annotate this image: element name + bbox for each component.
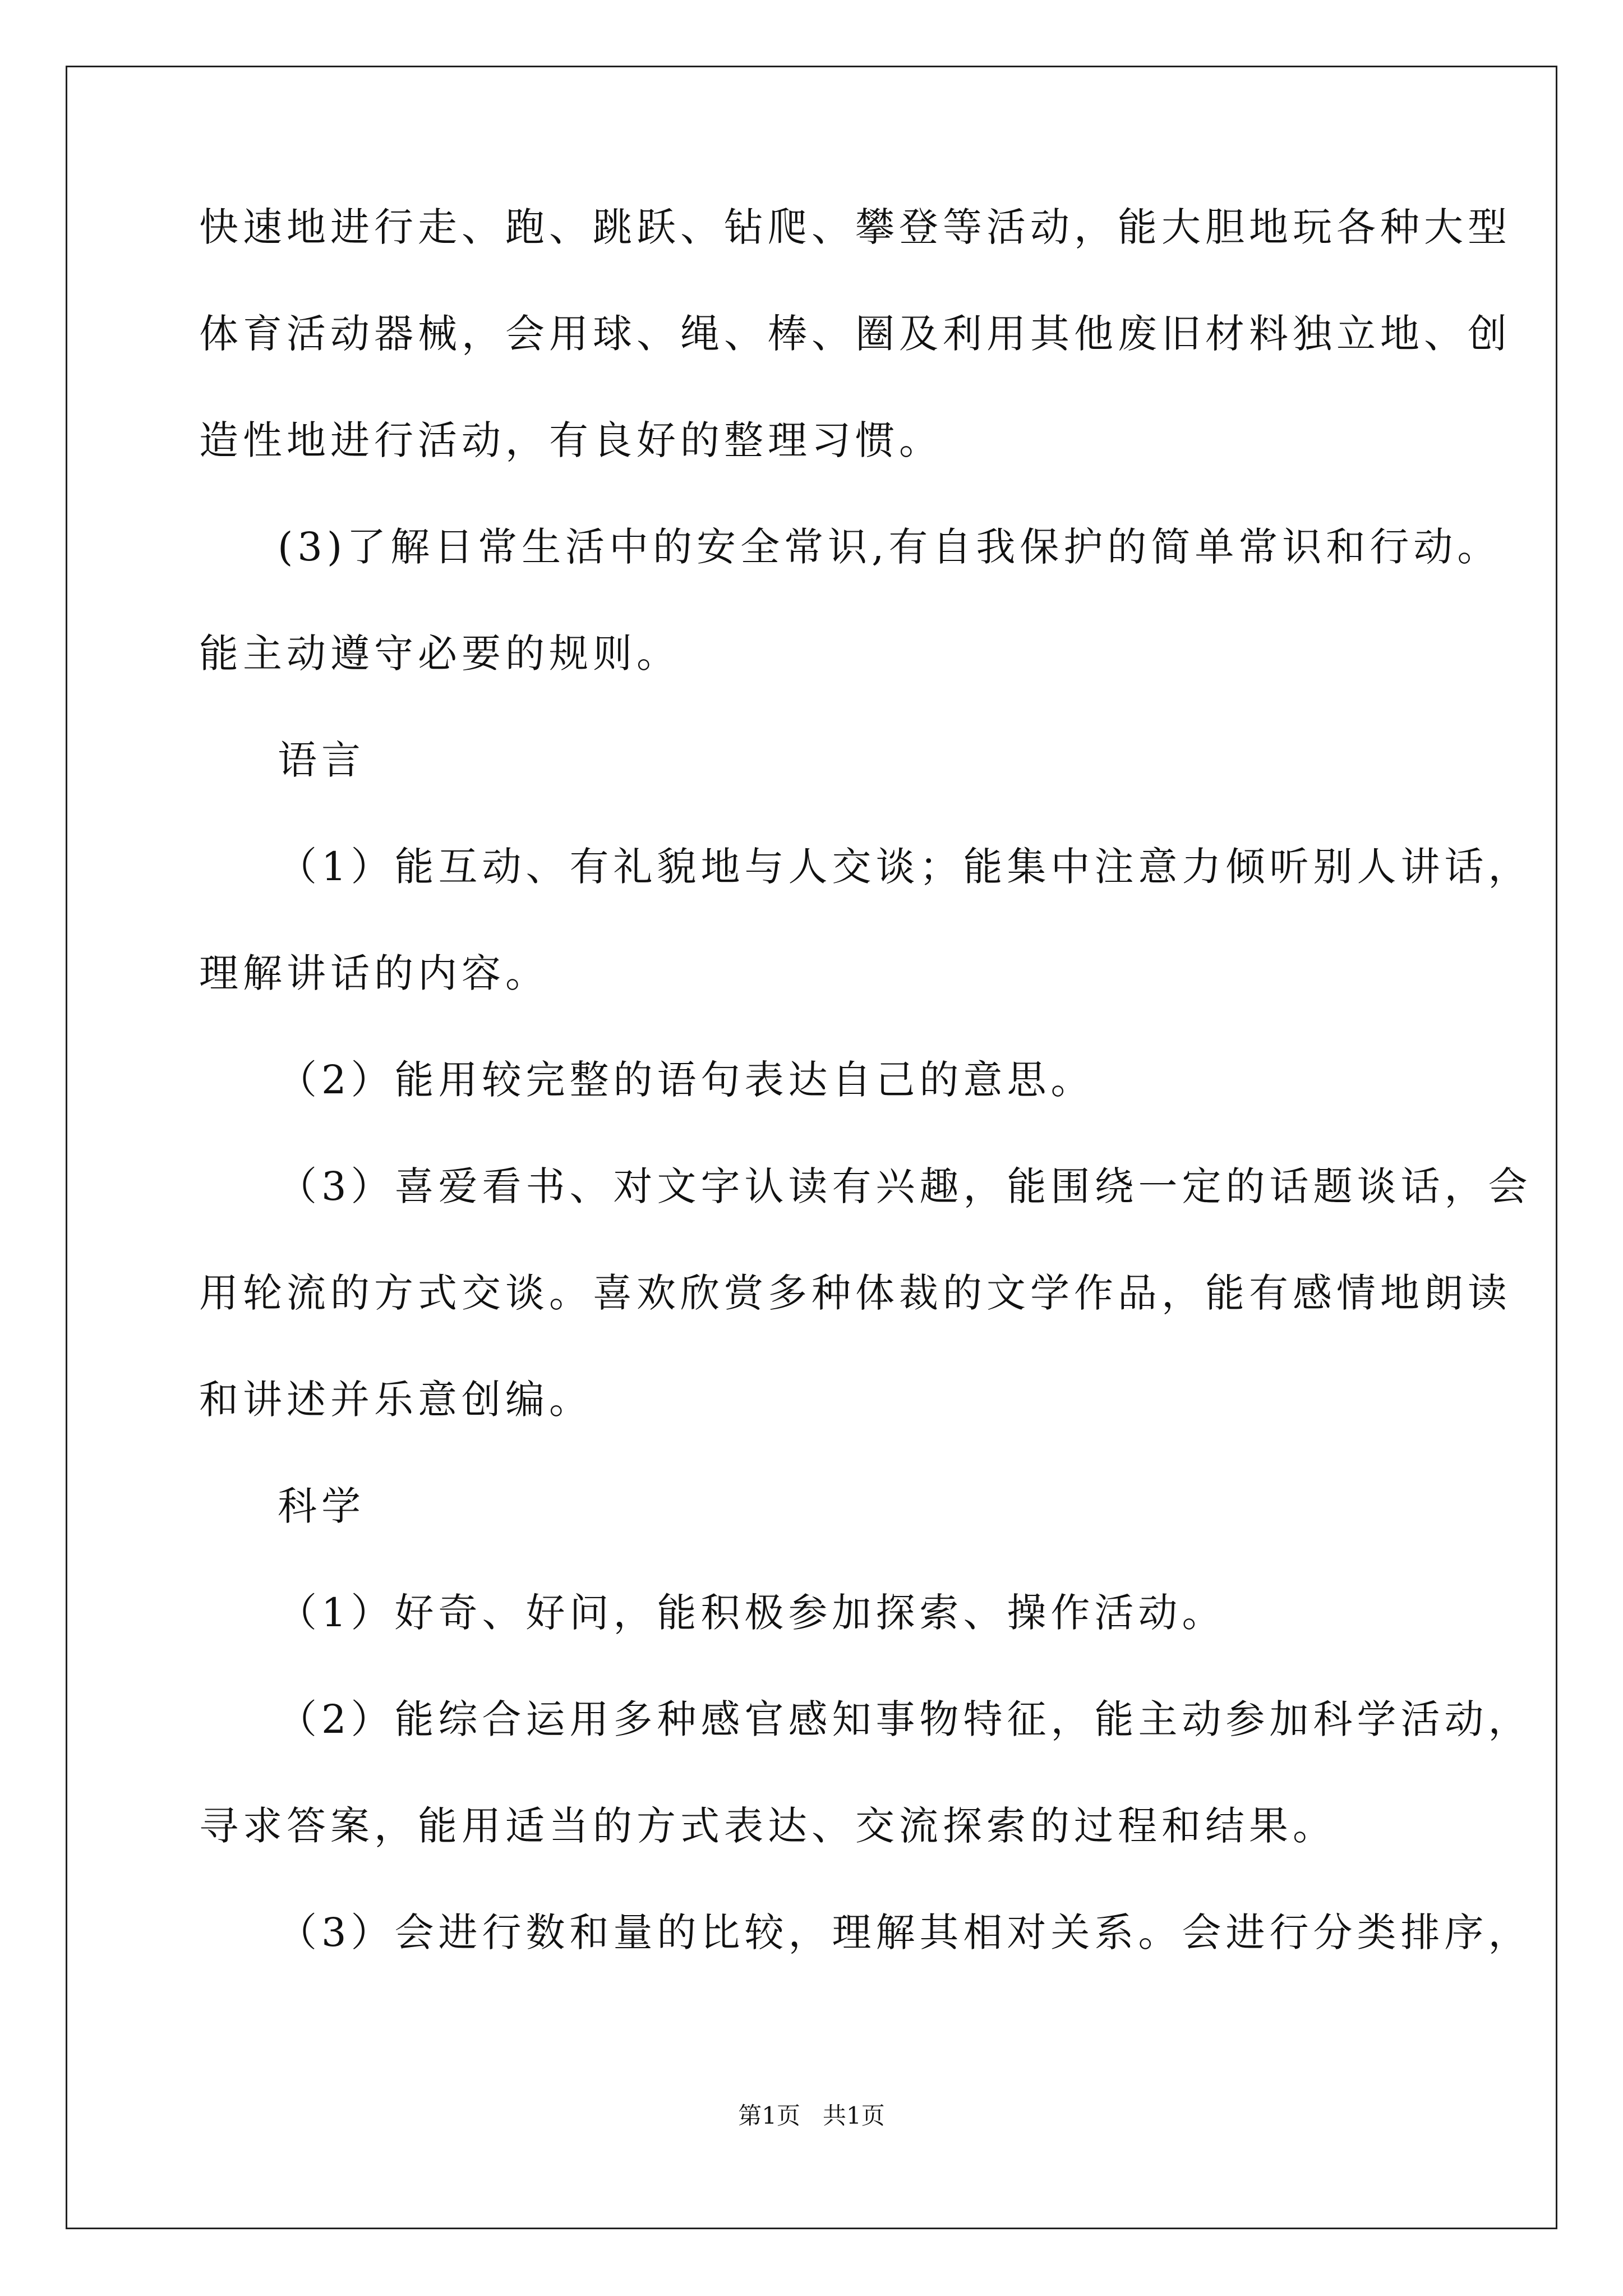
text-line: （1）好奇、好问，能积极参加探索、操作活动。: [278, 1590, 1226, 1636]
text-line: (3)了解日常生活中的安全常识,有自我保护的简单常识和行动。: [278, 524, 1501, 570]
text-line: （3）会进行数和量的比较，理解其相对关系。会进行分类排序，: [278, 1910, 1532, 1955]
text-line: 造性地进行活动，有良好的整理习惯。: [199, 417, 943, 463]
text-line: 用轮流的方式交谈。喜欢欣赏多种体裁的文学作品，能有感情地朗读: [199, 1270, 1511, 1316]
text-line: 理解讲话的内容。: [199, 950, 549, 996]
page-number-footer: 第1页 共1页: [738, 2102, 885, 2129]
text-line: （2）能综合运用多种感官感知事物特征，能主动参加科学活动，: [278, 1696, 1532, 1742]
text-line: （2）能用较完整的语句表达自己的意思。: [278, 1057, 1095, 1103]
section-heading-science: 科学: [278, 1483, 365, 1529]
text-line: 能主动遵守必要的规则。: [199, 631, 680, 677]
text-line: （3）喜爱看书、对文字认读有兴趣，能围绕一定的话题谈话，会: [278, 1163, 1532, 1209]
text-line: 快速地进行走、跑、跳跃、钻爬、攀登等活动，能大胆地玩各种大型: [199, 204, 1511, 250]
page-border: [66, 66, 1557, 2229]
text-line: 和讲述并乐意创编。: [199, 1377, 593, 1423]
section-heading-language: 语言: [278, 737, 365, 783]
text-line: （1）能互动、有礼貌地与人交谈；能集中注意力倾听别人讲话，: [278, 844, 1532, 890]
text-line: 体育活动器械，会用球、绳、棒、圈及利用其他废旧材料独立地、创: [199, 311, 1511, 357]
text-line: 寻求答案，能用适当的方式表达、交流探索的过程和结果。: [199, 1803, 1336, 1849]
